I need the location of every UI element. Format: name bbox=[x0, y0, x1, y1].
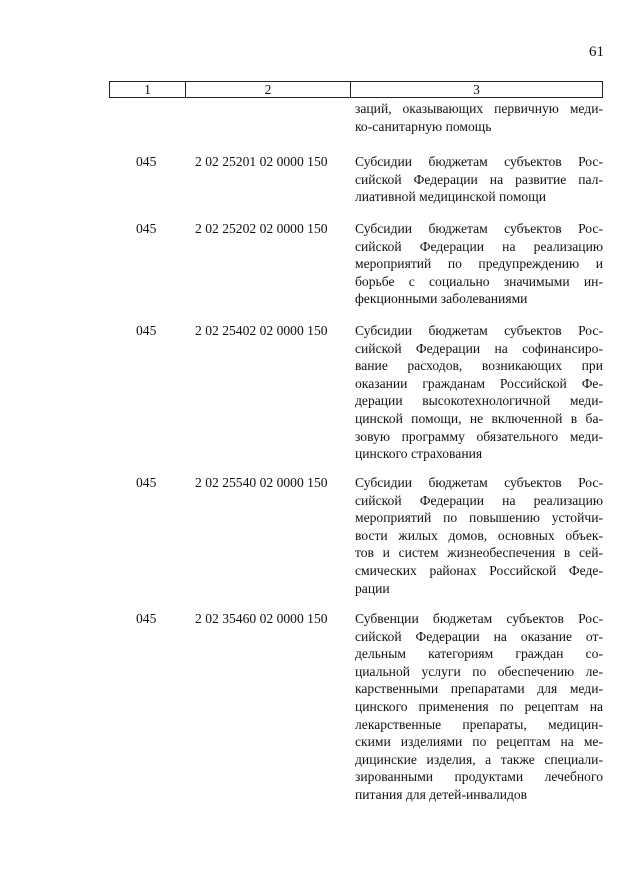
admin-code: 045 bbox=[136, 475, 157, 490]
text-line: циальной услуги по обеспечению ле- bbox=[355, 663, 603, 679]
text-line: оказании гражданам Российской Фе- bbox=[355, 375, 603, 391]
admin-code: 045 bbox=[136, 154, 157, 169]
text-line: мероприятий по предупреждению и bbox=[355, 256, 603, 272]
text-line: дицинские изделия, а также специали- bbox=[355, 751, 603, 767]
budget-code: 2 02 35460 02 0000 150 bbox=[195, 611, 328, 626]
text-line: борьбе с социально значимыми ин- bbox=[355, 273, 603, 289]
text-line: фекционными заболеваниями bbox=[355, 291, 528, 307]
budget-code: 2 02 25402 02 0000 150 bbox=[195, 323, 328, 338]
text-line: ко-санитарную помощь bbox=[355, 118, 492, 134]
row-description bbox=[355, 322, 603, 463]
admin-code: 045 bbox=[136, 611, 157, 626]
row-description bbox=[355, 474, 603, 597]
text-line: зовую программу обязательного меди- bbox=[355, 428, 603, 444]
budget-code: 2 02 25201 02 0000 150 bbox=[195, 154, 328, 169]
text-line: дельным категориям граждан со- bbox=[355, 646, 603, 662]
text-line: сийской Федерации на оказание от- bbox=[355, 628, 603, 644]
text-line: цинского применения по рецептам на bbox=[355, 698, 603, 714]
text-line: питания для детей-инвалидов bbox=[355, 786, 528, 802]
text-line: вание расходов, возникающих при bbox=[355, 358, 603, 374]
text-line: Субсидии бюджетам субъектов Рос- bbox=[355, 323, 603, 338]
text-line: Субвенции бюджетам субъектов Рос- bbox=[355, 611, 603, 626]
text-line: Субсидии бюджетам субъектов Рос- bbox=[355, 154, 603, 169]
row-description bbox=[355, 153, 603, 206]
text-line: сийской Федерации на реализацию bbox=[355, 238, 603, 254]
table-header bbox=[109, 81, 603, 98]
header-col-3: 3 bbox=[473, 82, 480, 97]
text-line: сийской Федерации на развитие пал- bbox=[355, 171, 603, 187]
header-col-1: 1 bbox=[110, 82, 186, 97]
text-line: дерации высокотехнологичной меди- bbox=[355, 393, 603, 409]
text-line: цинской помощи, не включенной в ба- bbox=[355, 410, 603, 426]
budget-code: 2 02 25202 02 0000 150 bbox=[195, 221, 328, 236]
budget-code: 2 02 25540 02 0000 150 bbox=[195, 475, 328, 490]
row-description bbox=[355, 220, 603, 308]
admin-code: 045 bbox=[136, 221, 157, 236]
text-line: лекарственные препараты, медицин- bbox=[355, 716, 603, 732]
text-line: скими изделиями по рецептам на ме- bbox=[355, 734, 603, 750]
text-line: заций, оказывающих первичную меди- bbox=[355, 101, 603, 116]
text-line: карственными препаратами для меди- bbox=[355, 681, 603, 697]
text-line: Субсидии бюджетам субъектов Рос- bbox=[355, 221, 603, 236]
text-line: цинского страхования bbox=[355, 446, 483, 462]
text-line: мероприятий по повышению устойчи- bbox=[355, 510, 603, 526]
header-col-2: 2 bbox=[186, 82, 351, 97]
text-line: сийской Федерации на реализацию bbox=[355, 492, 603, 508]
text-line: лиативной медицинской помощи bbox=[355, 189, 546, 205]
text-line: сийской Федерации на софинансиро- bbox=[355, 340, 603, 356]
text-line: зированными продуктами лечебного bbox=[355, 769, 603, 785]
text-line: рации bbox=[355, 580, 390, 596]
page-number: 61 bbox=[589, 44, 604, 60]
text-line: тов и систем жизнеобеспечения в сей- bbox=[355, 545, 603, 561]
text-line: Субсидии бюджетам субъектов Рос- bbox=[355, 475, 603, 490]
continued-description bbox=[355, 100, 603, 135]
row-description bbox=[355, 610, 603, 804]
text-line: смических районах Российской Феде- bbox=[355, 562, 603, 578]
admin-code: 045 bbox=[136, 323, 157, 338]
text-line: вости жилых домов, основных объек- bbox=[355, 527, 603, 543]
